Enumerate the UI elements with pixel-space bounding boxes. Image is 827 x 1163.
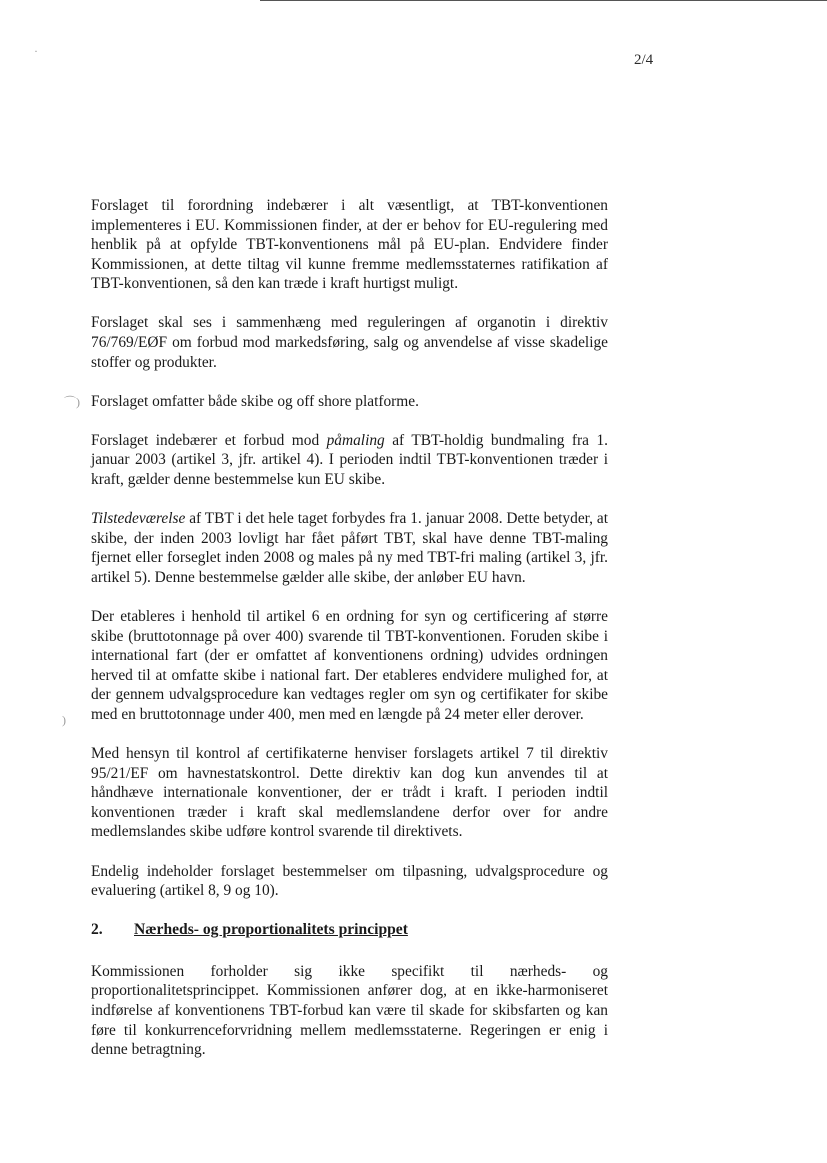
paragraph: Forslaget til forordning indebærer i alt væsentligt, at TBT-konventionen implementeres i EU. Kommissionen finder, at der er behov for EU-regulering med henblik på at opfylde TBT-konventionens mål på EU-plan. Endvidere finder Kommissionen, at dette tiltag vil kunne fremme medlemsstaternes ratifikation af TBT-konventionen, så den kan træde i kraft hurtigst muligt.	[91, 197, 608, 293]
paragraph-text: af TBT i det hele taget forbydes fra 1. januar 2008. Dette betyder, at skibe, der inden 2003 lovligt har fået påført TBT, skal have denne TBT-maling fjernet eller forseglet inden 2008 og males på ny med TBT-fri maling (artikel 3, jfr. artikel 5). Denne bestemmelse gælder alle skibe, der anløber EU havn.	[91, 510, 608, 586]
margin-mark: ·	[34, 44, 38, 58]
paragraph	[91, 509, 608, 587]
paragraph-text: Forslaget indebærer et forbud mod	[91, 431, 327, 449]
page-number: 2/4	[634, 52, 654, 68]
paragraph: Endelig indeholder forslaget bestemmelser om tilpasning, udvalgsprocedure og evaluering (artikel 8, 9 og 10).	[91, 862, 608, 900]
section-number: 2.	[91, 921, 103, 939]
paragraph: Kommissionen forholder sig ikke specifikt til nærheds- og proportionalitetsprincippet. Kommissionen anfører dog, at en ikke-harmoniseret indførelse af konventionens TBT-forbud kan være til skade for skibsfarten og kan føre til konkurrenceforvridning mellem medlemsstaterne. Regeringen er enig i denne betragtning.	[91, 962, 608, 1059]
paragraph	[91, 431, 608, 490]
section-heading	[91, 920, 608, 940]
paragraph: Med hensyn til kontrol af certifikaterne henviser forslagets artikel 7 til direktiv 95/21/EF om havnestatskontrol. Dette direktiv kan dog kun anvendes til at håndhæve internationale konventioner, der er trådt i kraft. I perioden indtil konventionen træder i kraft skal medlemslandene derfor over for andre medlemslandes skibe udføre kontrol svarende til direktivets.	[91, 745, 608, 841]
paragraph: Der etableres i henhold til artikel 6 en ordning for syn og certificering af større skibe (bruttotonnage på over 400) svarende til TBT-konventionen. Foruden skibe i international fart (der er omfattet af konventionens ordning) udvides ordningen herved til at omfatte skibe i national fart. Der etableres endvidere mulighed for, at der gennem udvalgsprocedure kan vedtages regler om syn og certifikater for skibe med en bruttotonnage under 400, men med en længde på 24 meter eller derover.	[91, 608, 608, 723]
paragraph-text: af TBT-holdig bundmaling fra 1. januar 2003 (artikel 3, jfr. artikel 4). I perioden indtil TBT-konventionen træder i kraft, gælder denne bestemmelse kun EU skibe.	[91, 431, 608, 489]
margin-mark: ⌒)	[64, 395, 80, 409]
top-scan-edge	[260, 0, 827, 1]
paragraph: Forslaget omfatter både skibe og off shore platforme.	[91, 392, 419, 410]
document-body	[91, 196, 608, 1079]
margin-mark: )	[62, 713, 66, 727]
emphasis-text: Tilstedeværelse	[91, 510, 186, 528]
emphasis-text: påmaling	[326, 431, 385, 449]
paragraph: Forslaget skal ses i sammenhæng med reguleringen af organotin i direktiv 76/769/EØF om forbud mod markedsføring, salg og anvendelse af visse skadelige stoffer og produkter.	[91, 314, 608, 371]
section-title: Nærheds- og proportionalitets princippet	[134, 921, 408, 939]
